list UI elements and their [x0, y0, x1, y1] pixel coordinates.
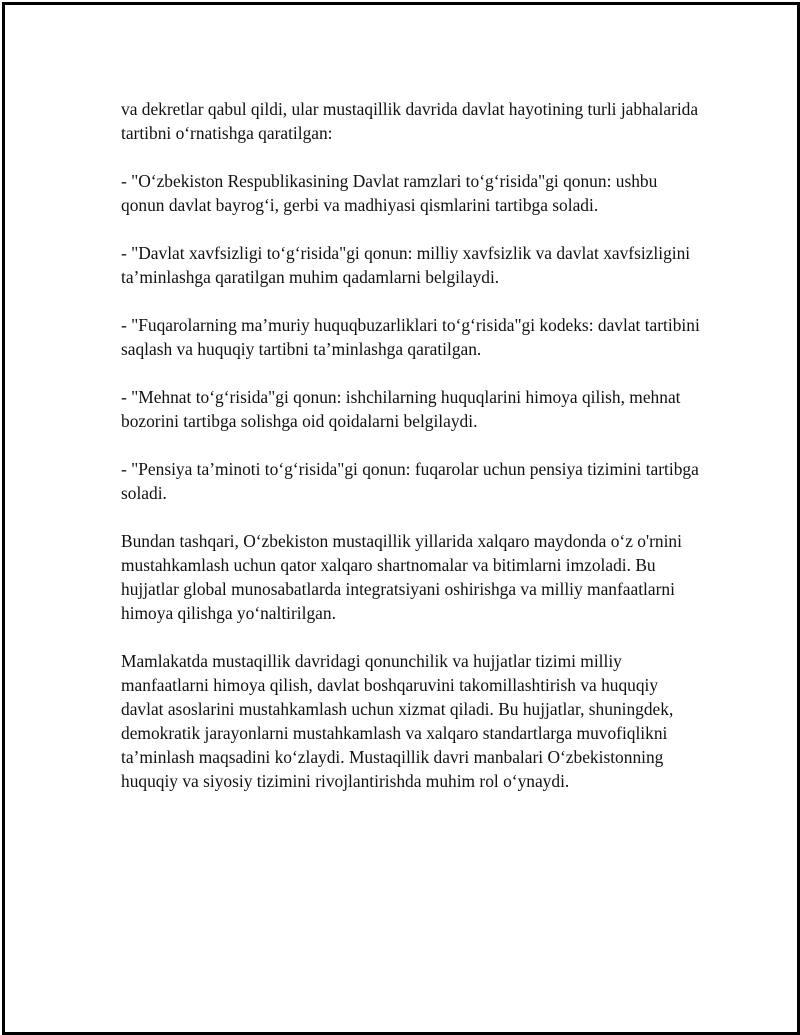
- list-item-labor-law: - "Mehnat to‘g‘risida"gi qonun: ishchilarning huquqlarini himoya qilish, mehnat bozorini tartibga solishga oid qoidalarni belgilaydi.: [121, 387, 681, 431]
- document-body: [121, 97, 701, 817]
- list-item-state-security-law: - "Davlat xavfsizligi to‘g‘risida"gi qonun: milliy xavfsizlik va davlat xavfsizligini ta’minlashga qaratilgan muhim qadamlarni belgilaydi.: [121, 243, 691, 287]
- list-item-pension-law: - "Pensiya ta’minoti to‘g‘risida"gi qonun: fuqarolar uchun pensiya tizimini tartibga soladi.: [121, 459, 699, 503]
- list-item-state-symbols-law: - "O‘zbekiston Respublikasining Davlat ramzlari to‘g‘risida"gi qonun: ushbu qonun davlat bayrog‘i, gerbi va madhiyasi qismlarini tartibga soladi.: [121, 171, 658, 215]
- paragraph-conclusion: Mamlakatda mustaqillik davridagi qonunchilik va hujjatlar tizimi milliy manfaatlarni himoya qilish, davlat boshqaruvini takomillashtirish va huquqiy davlat asoslarini mustahkamlash uchun xizmat qiladi. Bu hujjatlar, shuningdek, demokratik jarayonlarni mustahkamlash va xalqaro standartlarga muvofiqlikni ta’minlash maqsadini ko‘zlaydi. Mustaqillik davri manbalari O‘zbekistonning huquqiy va siyosiy tizimini rivojlantirishda muhim rol o‘ynaydi.: [121, 651, 674, 791]
- paragraph-intro: va dekretlar qabul qildi, ular mustaqillik davrida davlat hayotining turli jabhalarida tartibni o‘rnatishga qaratilgan:: [121, 99, 699, 143]
- paragraph-international-agreements: Bundan tashqari, O‘zbekiston mustaqillik yillarida xalqaro maydonda o‘z o'rnini mustahkamlash uchun qator xalqaro shartnomalar va bitimlarni imzoladi. Bu hujjatlar global munosabatlarda integratsiyani oshirishga va milliy manfaatlarni himoya qilishga yo‘naltirilgan.: [121, 531, 682, 623]
- list-item-administrative-code: - "Fuqarolarning ma’muriy huquqbuzarliklari to‘g‘risida"gi kodeks: davlat tartibini saqlash va huquqiy tartibni ta’minlashga qaratilgan.: [121, 315, 700, 359]
- page-frame: [2, 2, 800, 1035]
